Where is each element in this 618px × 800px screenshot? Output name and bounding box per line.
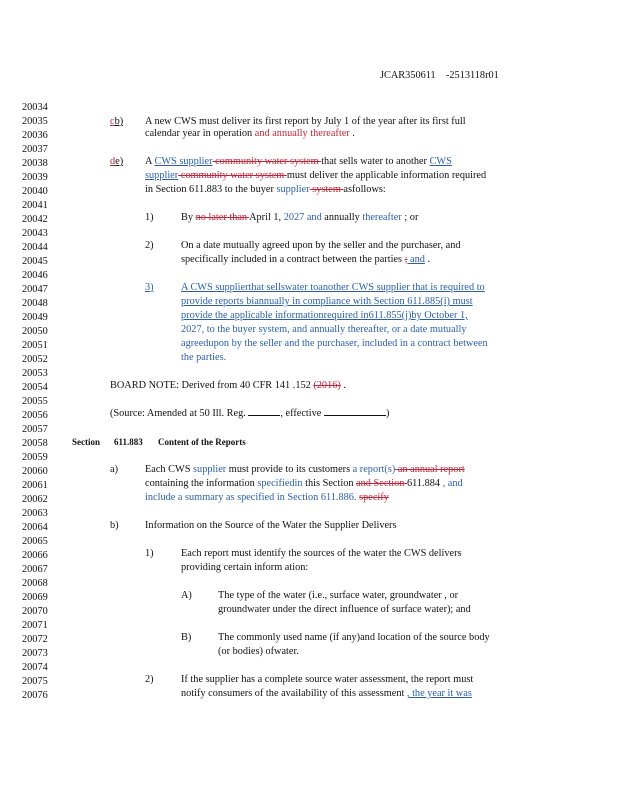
item-3-line5: agreedupon by the seller and the purchaser, included in a contract between	[181, 338, 488, 349]
line-number: 20062	[22, 494, 48, 505]
line-number: 20059	[22, 452, 48, 463]
line-number: 20065	[22, 536, 48, 547]
source-note: (Source: Amended at 50 Ill. Reg. , effective )	[110, 408, 390, 419]
item-3-line3: provide the applicable informationrequired in611.855(j)by October 1,	[181, 310, 468, 321]
line-number: 20076	[22, 690, 48, 701]
b-item-1-line2: providing certain inform ation:	[181, 562, 309, 573]
paragraph-d-line1: A CWS supplier community water system that sells water to another CWS	[145, 156, 452, 167]
b-item-B-line2: (or bodies) ofwater.	[218, 646, 299, 657]
line-number: 20071	[22, 620, 48, 631]
b-item-B-line1: The commonly used name (if any)and location of the source body	[218, 632, 490, 643]
line-number: 20073	[22, 648, 48, 659]
line-number: 20052	[22, 354, 48, 365]
subsection-b-title: Information on the Source of the Water the Supplier Delivers	[145, 520, 397, 531]
document-id: JCAR350611 -2513118r01	[380, 70, 499, 81]
b-item-2-line1: If the supplier has a complete source water assessment, the report must	[181, 674, 474, 685]
line-number: 20035	[22, 116, 48, 127]
line-number: 20045	[22, 256, 48, 267]
line-number: 20043	[22, 228, 48, 239]
paragraph-c-line1: A new CWS must deliver its first report by July 1 of the year after its first full	[145, 116, 466, 127]
item-2-line2: specifically included in a contract between the parties ; and .	[181, 254, 431, 265]
line-number: 20044	[22, 242, 48, 253]
line-number: 20074	[22, 662, 48, 673]
item-3-label: 3)	[145, 282, 154, 293]
item-1-label: 1)	[145, 212, 154, 223]
line-number: 20034	[22, 102, 48, 113]
line-number: 20069	[22, 592, 48, 603]
item-3-line2: provide reports biannually in compliance with Section 611.885(i) must	[181, 296, 473, 307]
line-number: 20057	[22, 424, 48, 435]
b-item-A-line1: The type of the water (i.e., surface water, groundwater , or	[218, 590, 459, 601]
line-number: 20048	[22, 298, 48, 309]
line-number: 20049	[22, 312, 48, 323]
paragraph-c-line2: calendar year in operation and annually thereafter .	[145, 128, 355, 139]
paragraph-d-line3: in Section 611.883 to the buyer supplier system asfollows:	[145, 184, 386, 195]
item-2-line1: On a date mutually agreed upon by the seller and the purchaser, and	[181, 240, 461, 251]
b-item-B-label: B)	[181, 632, 192, 643]
item-3-line6: the parties.	[181, 352, 227, 363]
item-2-label: 2)	[145, 240, 154, 251]
b-item-1-label: 1)	[145, 548, 154, 559]
line-number: 20037	[22, 144, 48, 155]
line-number: 20051	[22, 340, 48, 351]
paragraph-a-line2: containing the information specifiedin this Section and Section 611.884 , and	[145, 478, 463, 489]
line-number: 20056	[22, 410, 48, 421]
line-number: 20040	[22, 186, 48, 197]
paragraph-a-line3: include a summary as specified in Section 611.886. specify	[145, 492, 389, 503]
line-number: 20055	[22, 396, 48, 407]
board-note: BOARD NOTE: Derived from 40 CFR 141 .152 (2016) .	[110, 380, 346, 391]
line-number: 20036	[22, 130, 48, 141]
line-number: 20039	[22, 172, 48, 183]
line-number: 20063	[22, 508, 48, 519]
b-item-A-label: A)	[181, 590, 192, 601]
line-number: 20047	[22, 284, 48, 295]
line-number: 20070	[22, 606, 48, 617]
section-word: Section	[72, 437, 100, 447]
section-number: 611.883	[114, 437, 143, 447]
b-item-A-line2: groundwater under the direct influence of surface water); and	[218, 604, 471, 615]
line-number: 20042	[22, 214, 48, 225]
paragraph-d-line2: supplier community water system must deliver the applicable information required	[145, 170, 487, 181]
subsection-c-label: cb)	[110, 116, 124, 127]
b-item-2-line2: notify consumers of the availability of this assessment , the year it was	[181, 688, 472, 699]
line-number: 20053	[22, 368, 48, 379]
subsection-a-label: a)	[110, 464, 118, 475]
paragraph-a-line1: Each CWS supplier must provide to its customers a report(s) an annual report	[145, 464, 465, 475]
subsection-d-label: de)	[110, 156, 124, 167]
line-number: 20058	[22, 438, 48, 449]
line-number: 20061	[22, 480, 48, 491]
line-number: 20075	[22, 676, 48, 687]
line-number: 20046	[22, 270, 48, 281]
line-number: 20041	[22, 200, 48, 211]
section-title: Content of the Reports	[158, 437, 246, 447]
line-number: 20068	[22, 578, 48, 589]
line-number: 20054	[22, 382, 48, 393]
line-number: 20066	[22, 550, 48, 561]
line-number: 20072	[22, 634, 48, 645]
line-number: 20050	[22, 326, 48, 337]
b-item-1-line1: Each report must identify the sources of the water the CWS delivers	[181, 548, 462, 559]
subsection-b-label: b)	[110, 520, 119, 531]
item-3-line1: A CWS supplierthat sellswater toanother CWS supplier that is required to	[181, 282, 485, 293]
line-number: 20064	[22, 522, 48, 533]
item-3-line4: 2027, to the buyer system, and annually thereafter, or a date mutually	[181, 324, 467, 335]
item-1-text: By no later than April 1, 2027 and annually thereafter ; or	[181, 212, 419, 223]
b-item-2-label: 2)	[145, 674, 154, 685]
line-number: 20060	[22, 466, 48, 477]
line-number: 20038	[22, 158, 48, 169]
line-number: 20067	[22, 564, 48, 575]
